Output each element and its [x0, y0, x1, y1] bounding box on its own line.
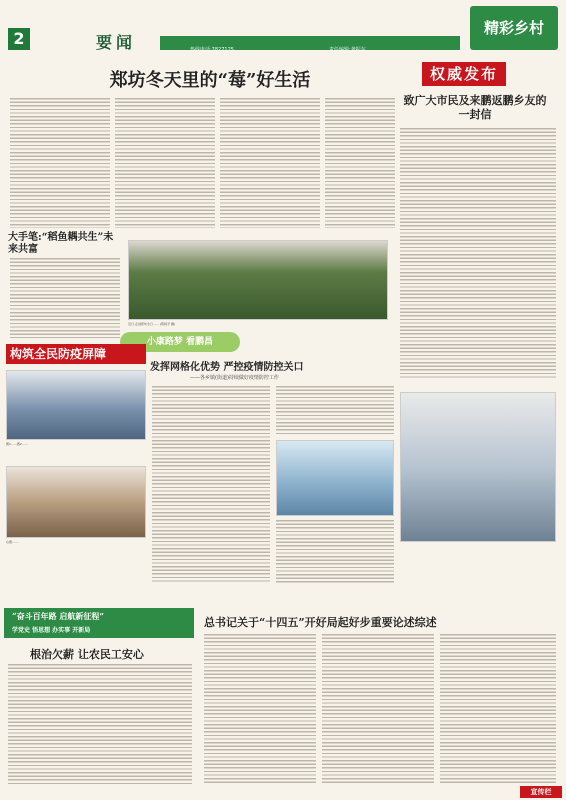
- sub-headline: 大手笔:“稻鱼耦共生”未来共富: [8, 232, 114, 255]
- slogan-tag: 小康路梦 看鹏昌: [120, 332, 240, 352]
- article-text: [220, 98, 320, 228]
- letter-headline: 致广大市民及来鹏返鹏乡友的一封信: [403, 94, 547, 121]
- page-header: [0, 0, 566, 60]
- article-text: [276, 520, 394, 584]
- newspaper-logo: 精彩乡村: [470, 6, 558, 50]
- article-text: [10, 98, 110, 228]
- photo-vaccination: [400, 392, 556, 542]
- article-text: [115, 98, 215, 228]
- bottom-headline: 总书记关于“十四五”开好局起好步重要论述综述: [204, 616, 437, 629]
- article-text: [276, 386, 394, 436]
- header-bar: [160, 36, 460, 53]
- article-text: [400, 128, 556, 380]
- page-number: 2: [8, 28, 30, 50]
- epidemic-banner: 构筑全民防疫屏障: [6, 344, 146, 364]
- article-text: [8, 664, 192, 784]
- section-title: 要闻: [96, 33, 137, 52]
- caption-credit: (陈杨平 摄): [159, 322, 176, 326]
- photo-caption: 右图:……: [6, 540, 20, 544]
- photo-pharmacy: [276, 440, 394, 516]
- photo-checkpoint: [6, 370, 146, 440]
- article-text: [440, 634, 556, 784]
- band-title: “奋斗百年路 启航新征程”: [12, 611, 104, 621]
- photo-inspection: [6, 466, 146, 538]
- authority-release-badge: 权威发布: [422, 62, 506, 86]
- article-text: [10, 258, 120, 338]
- party-history-band: [4, 608, 194, 638]
- article-text: [325, 98, 395, 228]
- mid-subtitle: ——各乡镇(街道)持续做好疫情防控工作: [190, 375, 279, 381]
- bottom-left-headline: 根治欠薪 让农民工安心: [30, 648, 144, 661]
- hotline-text: 热线电话:7827125: [190, 47, 234, 53]
- band-subtitle: 学党史 悟思想 办实事 开新局: [12, 627, 91, 634]
- editor-text: 责任编辑:龚振东: [329, 47, 366, 53]
- mid-headline: 发挥网格化优势 严控疫情防控关口: [150, 362, 304, 373]
- article-text: [322, 634, 434, 784]
- article-text: [204, 634, 316, 784]
- main-headline: 郑坊冬天里的“莓”好生活: [109, 70, 311, 91]
- photo-caption: 图1……图2……: [6, 442, 28, 446]
- publicity-badge: 宣传栏: [520, 786, 562, 798]
- photo-caption: [128, 322, 388, 326]
- photo-field: [128, 240, 388, 320]
- article-text: [152, 386, 270, 584]
- caption-text: 近日,走进郑坊冬日……: [128, 322, 159, 326]
